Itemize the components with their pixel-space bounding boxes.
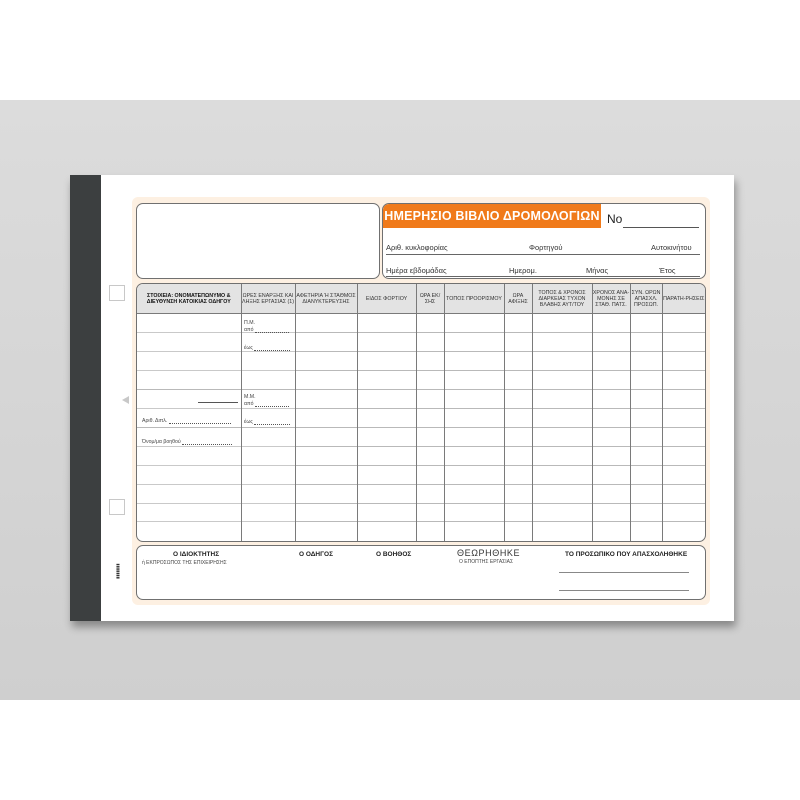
table-cell[interactable]: [357, 504, 416, 522]
table-cell[interactable]: [444, 428, 504, 447]
table-cell[interactable]: [137, 504, 241, 522]
col-header-dep-time: ΩΡΑ ΕΚ/ΣΗΣ: [416, 284, 444, 314]
year-label: Έτος: [659, 266, 676, 275]
table-cell[interactable]: [241, 485, 295, 504]
table-cell[interactable]: [504, 333, 532, 352]
table-cell[interactable]: [357, 447, 416, 466]
weekday-label: Ημέρα εβδομάδας: [386, 266, 447, 275]
table-cell[interactable]: [630, 466, 662, 485]
table-cell[interactable]: [137, 522, 241, 541]
table-cell[interactable]: [295, 428, 357, 447]
table-cell[interactable]: [295, 447, 357, 466]
seen-sub-label: Ο ΕΠΟΠΤΗΣ ΕΡΓΑΣΙΑΣ: [459, 559, 514, 565]
table-cell[interactable]: [592, 504, 630, 522]
table-cell[interactable]: [532, 390, 592, 409]
table-cell[interactable]: [504, 428, 532, 447]
table-cell[interactable]: [630, 352, 662, 371]
table-cell[interactable]: [592, 390, 630, 409]
table-cell[interactable]: [241, 447, 295, 466]
table-cell[interactable]: [504, 504, 532, 522]
table-cell[interactable]: [532, 333, 592, 352]
col-header-driver: ΣΤΟΙΧΕΙΑ: ΟΝΟΜΑΤΕΠΩΝΥΜΟ & ΔΙΕΥΘΥΝΣΗ ΚΑΤΟΙΚΙΑΣ ΟΔΗΓΟΥ: [137, 284, 241, 314]
table-cell[interactable]: [592, 409, 630, 428]
table-cell[interactable]: [416, 466, 444, 485]
table-cell[interactable]: [241, 352, 295, 371]
table-row: [137, 333, 705, 352]
table-cell[interactable]: [662, 409, 705, 428]
number-label: No: [607, 212, 623, 226]
punch-hole-bottom: [109, 499, 125, 515]
table-cell[interactable]: [592, 522, 630, 541]
table-row: [137, 522, 705, 541]
staff-line-2: [559, 590, 689, 591]
table-cell[interactable]: [295, 333, 357, 352]
table-cell[interactable]: [630, 522, 662, 541]
table-cell[interactable]: [241, 371, 295, 390]
table-cell[interactable]: [532, 504, 592, 522]
form-sheet: [132, 197, 710, 605]
assistant-label: Όνομ/μα βοηθού: [142, 439, 232, 445]
table-cell[interactable]: [295, 485, 357, 504]
table-cell[interactable]: [662, 333, 705, 352]
staff-line-1: [559, 572, 689, 573]
table-cell[interactable]: [295, 409, 357, 428]
col-header-hours: ΩΡΕΣ ΕΝΑΡΞΗΣ ΚΑΙ ΛΗΞΗΣ ΕΡΓΑΣΙΑΣ (1): [241, 284, 295, 314]
table-cell[interactable]: [532, 447, 592, 466]
pad-binding: [70, 175, 101, 621]
table-cell[interactable]: [416, 390, 444, 409]
company-stamp-box: [136, 203, 380, 279]
table-cell[interactable]: [504, 522, 532, 541]
driver-signature-label: Ο ΟΔΗΓΟΣ: [299, 551, 333, 558]
table-cell[interactable]: [357, 352, 416, 371]
table-cell[interactable]: [504, 390, 532, 409]
table-cell[interactable]: [416, 333, 444, 352]
table-cell[interactable]: [444, 466, 504, 485]
table-cell[interactable]: [357, 333, 416, 352]
table-cell[interactable]: [532, 522, 592, 541]
pm-from-label: από: [244, 327, 289, 333]
row-line-1: [386, 254, 700, 255]
table-cell[interactable]: [295, 522, 357, 541]
table-cell[interactable]: [416, 352, 444, 371]
table-cell[interactable]: [357, 522, 416, 541]
col-header-wait: ΧΡΟΝΟΣ ΑΝΑ-ΜΟΝΗΣ ΣΕ ΣΤΑΘ. ΠΑΤΣ.: [592, 284, 630, 314]
table-cell[interactable]: [662, 390, 705, 409]
table-cell[interactable]: [532, 428, 592, 447]
table-cell[interactable]: [504, 409, 532, 428]
table-cell[interactable]: [662, 485, 705, 504]
pm-label: Π.Μ.: [244, 320, 255, 326]
table-cell[interactable]: [630, 390, 662, 409]
table-cell[interactable]: [630, 409, 662, 428]
table-cell[interactable]: [416, 522, 444, 541]
table-row: [137, 504, 705, 522]
table-cell[interactable]: [532, 485, 592, 504]
table-cell[interactable]: [662, 371, 705, 390]
table-cell[interactable]: [592, 371, 630, 390]
table-cell[interactable]: [137, 371, 241, 390]
table-cell[interactable]: [444, 409, 504, 428]
table-cell[interactable]: [137, 485, 241, 504]
carrier-label: Φορτηγού: [529, 243, 563, 252]
license-label: Αριθ. Διπλ.: [142, 418, 231, 424]
table-cell[interactable]: [662, 447, 705, 466]
table-cell[interactable]: [504, 466, 532, 485]
table-cell[interactable]: [444, 485, 504, 504]
mm-to-label: έως: [244, 419, 290, 425]
table-cell[interactable]: [416, 428, 444, 447]
table-cell[interactable]: [630, 485, 662, 504]
col-header-departure: ΑΦΕΤΗΡΙΑ Ή ΣΤΑΘΜΟΣ ΔΙΑΝΥΚΤΕΡΕΥΣΗΣ: [295, 284, 357, 314]
punch-hole-top: [109, 285, 125, 301]
table-cell[interactable]: [416, 314, 444, 333]
table-cell[interactable]: [504, 371, 532, 390]
header-box: [382, 203, 706, 279]
seen-label: ΘΕΩΡΗΘΗΚΕ: [457, 548, 521, 558]
table-row: [137, 352, 705, 371]
printer-mark: ▮▮▮▮▮▮▮: [115, 563, 120, 579]
table-cell[interactable]: [137, 333, 241, 352]
table-cell[interactable]: [357, 314, 416, 333]
table-cell[interactable]: [630, 333, 662, 352]
form-pad: [70, 175, 734, 621]
assistant-signature-label: Ο ΒΟΗΘΟΣ: [376, 551, 412, 558]
table-cell[interactable]: [504, 447, 532, 466]
table-cell[interactable]: [295, 352, 357, 371]
mm-label: Μ.Μ.: [244, 394, 256, 400]
table-cell[interactable]: [241, 428, 295, 447]
table-cell[interactable]: [295, 466, 357, 485]
license-top-line: [142, 397, 238, 403]
table-cell[interactable]: [295, 390, 357, 409]
col-header-breakdown: ΤΟΠΟΣ & ΧΡΟΝΟΣ ΔΙΑΡΚΕΙΑΣ ΤΥΧΟΝ ΒΛΑΒΗΣ ΑΥΤ/ΤΟΥ: [532, 284, 592, 314]
table-cell[interactable]: [137, 352, 241, 371]
owner-sub-label: ή ΕΚΠΡΟΣΩΠΟΣ ΤΗΣ ΕΠΙΧΕΙΡΗΣΗΣ: [142, 560, 227, 566]
table-cell[interactable]: [630, 504, 662, 522]
table-cell[interactable]: [444, 314, 504, 333]
table-row: [137, 371, 705, 390]
table-cell[interactable]: [662, 522, 705, 541]
table-cell[interactable]: [357, 485, 416, 504]
table-cell[interactable]: [662, 504, 705, 522]
plate-label: Αριθ. κυκλοφορίας: [386, 243, 448, 252]
table-cell[interactable]: [532, 371, 592, 390]
month-label: Μήνας: [586, 266, 609, 275]
table-cell[interactable]: [416, 447, 444, 466]
table-cell[interactable]: [295, 314, 357, 333]
col-header-remarks: ΠΑΡΑΤΗ-ΡΗΣΕΙΣ: [662, 284, 705, 314]
table-cell[interactable]: [357, 466, 416, 485]
table-cell[interactable]: [416, 485, 444, 504]
table-cell[interactable]: [504, 314, 532, 333]
table-cell[interactable]: [444, 390, 504, 409]
col-header-total-hours: ΣΥΝ. ΩΡΩΝ ΑΠΑΣΧΛ. ΠΡΟΣΩΠ.: [630, 284, 662, 314]
trip-table-body: [137, 314, 705, 542]
table-cell[interactable]: [592, 314, 630, 333]
table-cell[interactable]: [532, 409, 592, 428]
table-cell[interactable]: [137, 314, 241, 333]
table-row: [137, 314, 705, 333]
table-cell[interactable]: [592, 485, 630, 504]
table-cell[interactable]: [630, 314, 662, 333]
table-cell[interactable]: [444, 352, 504, 371]
table-cell[interactable]: [662, 352, 705, 371]
table-cell[interactable]: [357, 409, 416, 428]
table-cell[interactable]: [662, 428, 705, 447]
table-cell[interactable]: [592, 428, 630, 447]
table-cell[interactable]: [137, 466, 241, 485]
owner-signature-label: Ο ΙΔΙΟΚΤΗΤΗΣ: [173, 551, 220, 558]
table-cell[interactable]: [416, 409, 444, 428]
row-line-2: [386, 276, 700, 277]
table-cell[interactable]: [662, 314, 705, 333]
form-title: ΗΜΕΡΗΣΙΟ ΒΙΒΛΙΟ ΔΡΟΜΟΛΟΓΙΩΝ: [383, 204, 601, 228]
table-cell[interactable]: [630, 371, 662, 390]
table-cell[interactable]: [592, 352, 630, 371]
table-cell[interactable]: [444, 522, 504, 541]
table-cell[interactable]: [357, 371, 416, 390]
table-cell[interactable]: [630, 428, 662, 447]
pm-to-label: έως: [244, 345, 290, 351]
table-cell[interactable]: [504, 352, 532, 371]
signature-box: [136, 545, 706, 600]
mm-from-label: από: [244, 401, 289, 407]
table-cell[interactable]: [630, 447, 662, 466]
vehicle-label: Αυτοκινήτου: [651, 243, 692, 252]
date-label: Ημερομ.: [509, 266, 537, 275]
table-cell[interactable]: [416, 371, 444, 390]
table-cell[interactable]: [241, 466, 295, 485]
table-cell[interactable]: [295, 371, 357, 390]
trip-table-box: [136, 283, 706, 542]
table-cell[interactable]: [416, 504, 444, 522]
table-cell[interactable]: [241, 522, 295, 541]
table-row: [137, 466, 705, 485]
table-cell[interactable]: [357, 428, 416, 447]
table-cell[interactable]: [295, 504, 357, 522]
col-header-destination: ΤΟΠΟΣ ΠΡΟΟΡΙΣΜΟΥ: [444, 284, 504, 314]
table-cell[interactable]: [592, 333, 630, 352]
table-cell[interactable]: [137, 447, 241, 466]
table-cell[interactable]: [444, 504, 504, 522]
table-cell[interactable]: [592, 447, 630, 466]
table-row: [137, 485, 705, 504]
table-cell[interactable]: [444, 371, 504, 390]
table-cell[interactable]: [662, 466, 705, 485]
table-cell[interactable]: [532, 352, 592, 371]
col-header-arr-time: ΩΡΑ ΑΦΙΞΗΣ: [504, 284, 532, 314]
table-cell[interactable]: [504, 485, 532, 504]
trip-table: [137, 284, 705, 541]
table-row: [137, 447, 705, 466]
table-cell[interactable]: [241, 504, 295, 522]
col-header-cargo: ΕΙΔΟΣ ΦΟΡΤΙΟΥ: [357, 284, 416, 314]
side-arrow-icon: [122, 396, 129, 404]
table-cell[interactable]: [532, 314, 592, 333]
table-cell[interactable]: [444, 333, 504, 352]
table-cell[interactable]: [357, 390, 416, 409]
table-cell[interactable]: [532, 466, 592, 485]
table-cell[interactable]: [444, 447, 504, 466]
table-cell[interactable]: [592, 466, 630, 485]
number-line: [623, 227, 699, 228]
staff-signature-label: ΤΟ ΠΡΟΣΩΠΙΚΟ ΠΟΥ ΑΠΑΣΧΟΛΗΘΗΚΕ: [565, 551, 688, 558]
